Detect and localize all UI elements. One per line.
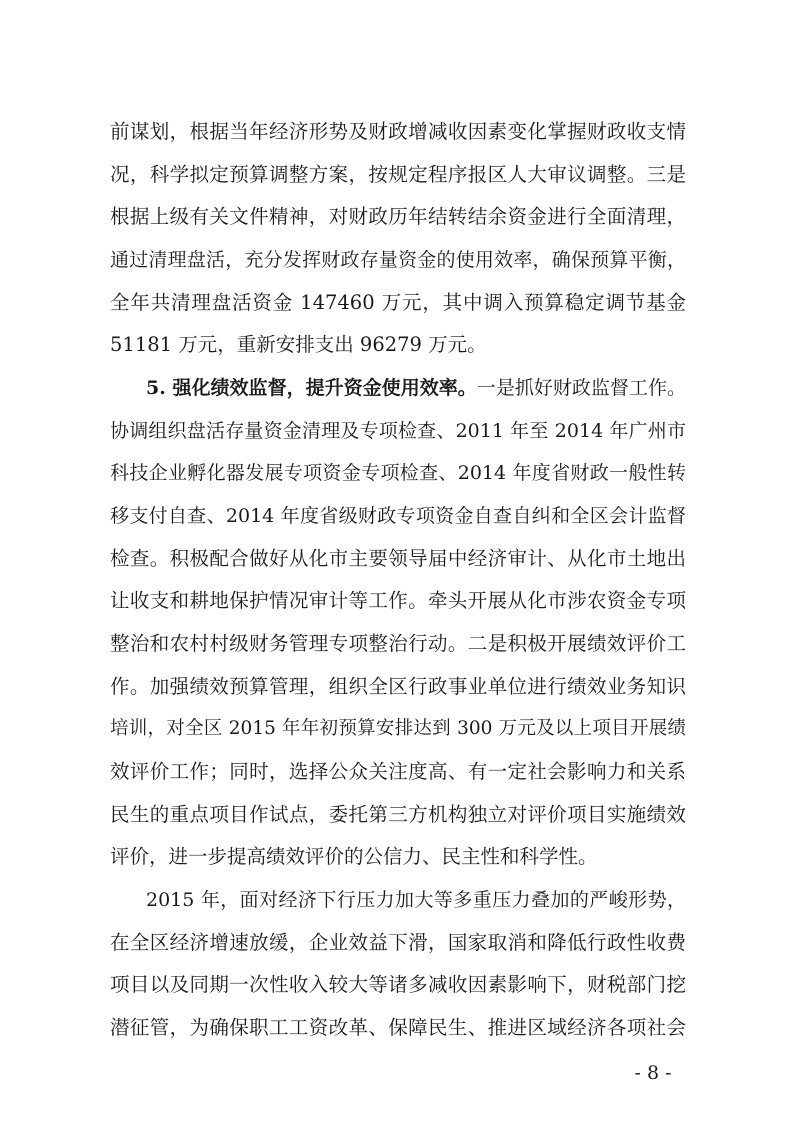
text-line: 项目以及同期一次性收入较大等诸多减收因素影响下，财税部门挖 (110, 973, 686, 996)
text-line: 51181 万元，重新安排支出 96279 万元。 (110, 333, 487, 356)
text-line (146, 371, 686, 405)
text-line: 潜征管，为确保职工工资改革、保障民生、推进区域经济各项社会 (110, 1016, 686, 1039)
text-line: 况，科学拟定预算调整方案，按规定程序报区人大审议调整。三是 (110, 163, 686, 186)
text-line: 根据上级有关文件精神，对财政历年结转结余资金进行全面清理， (110, 205, 686, 228)
text-line: 移支付自查、2014 年度省级财政专项资金自查自纠和全区会计监督 (110, 505, 686, 527)
text-line: 科技企业孵化器发展专项资金专项检查、2014 年度省财政一般性转 (110, 462, 686, 484)
heading-line-rest: 一是抓好财政监督工作。 (476, 377, 686, 399)
text-line: 评价，进一步提高绩效评价的公信力、民主性和科学性。 (110, 845, 598, 868)
text-line: 检查。积极配合做好从化市主要领导届中经济审计、从化市土地出 (110, 547, 686, 570)
section-heading: 5. 强化绩效监督，提升资金使用效率。 (146, 377, 477, 399)
text-line: 全年共清理盘活资金 147460 万元，其中调入预算稳定调节基金 (110, 291, 686, 314)
text-line: 通过清理盘活，充分发挥财政存量资金的使用效率，确保预算平衡， (110, 249, 686, 271)
text-line: 2015 年，面对经济下行压力加大等多重压力叠加的严峻形势， (146, 889, 686, 911)
text-line: 前谋划，根据当年经济形势及财政增减收因素变化掌握财政收支情 (110, 120, 686, 143)
page-number: - 8 - (634, 1062, 672, 1084)
text-line: 在全区经济增速放缓，企业效益下滑，国家取消和降低行政性收费 (110, 931, 686, 954)
text-line: 民生的重点项目作试点，委托第三方机构独立对评价项目实施绩效 (110, 803, 686, 826)
text-line: 效评价工作；同时，选择公众关注度高、有一定社会影响力和关系 (110, 760, 686, 783)
text-line: 协调组织盘活存量资金清理及专项检查、2011 年至 2014 年广州市 (110, 420, 686, 442)
text-line: 作。加强绩效预算管理，组织全区行政事业单位进行绩效业务知识 (110, 675, 686, 698)
text-line: 整治和农村村级财务管理专项整治行动。二是积极开展绩效评价工 (110, 632, 686, 655)
text-line: 让收支和耕地保护情况审计等工作。牵头开展从化市涉农资金专项 (110, 589, 686, 612)
text-line: 培训，对全区 2015 年年初预算安排达到 300 万元及以上项目开展绩 (110, 718, 686, 739)
